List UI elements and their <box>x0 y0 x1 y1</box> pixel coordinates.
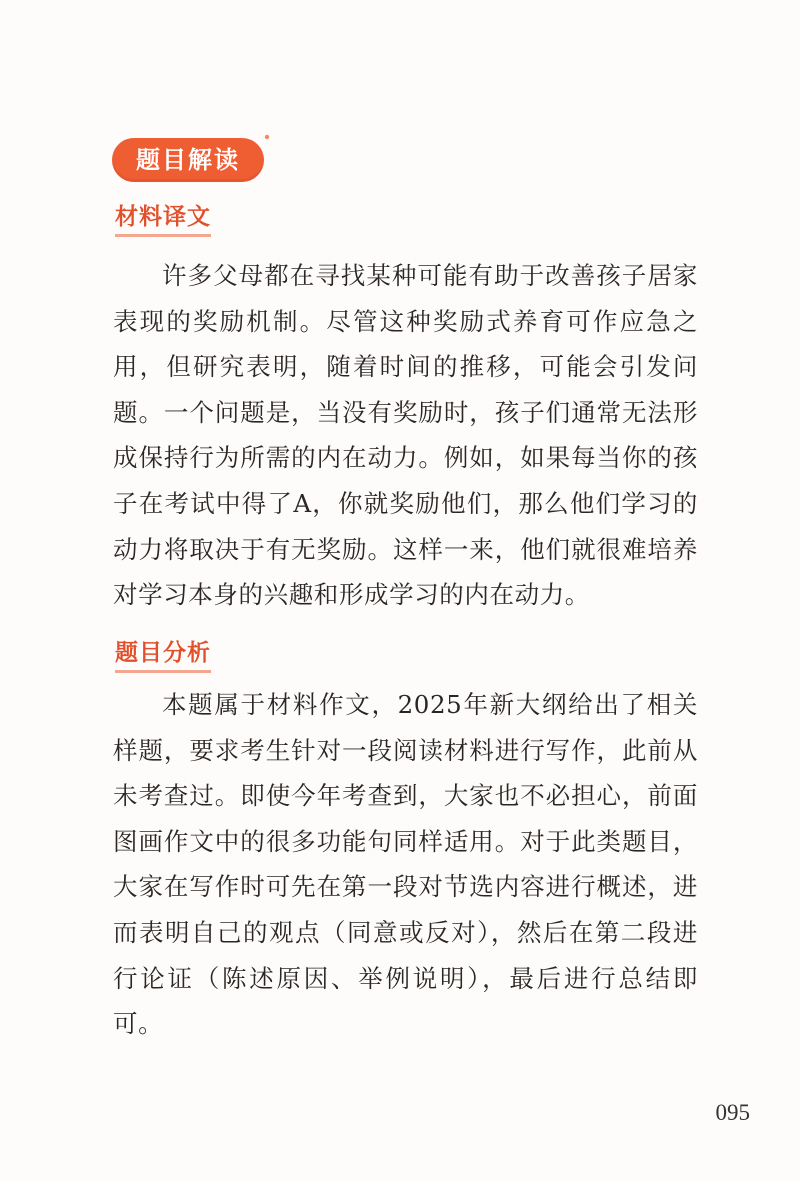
banner-title: 题目解读 <box>136 145 240 174</box>
sparkle-icon <box>262 132 272 142</box>
section-heading-translation: 材料译文 <box>115 202 211 237</box>
section-banner <box>112 138 268 184</box>
section-heading-analysis: 题目分析 <box>115 638 211 673</box>
paragraph-translation: 许多父母都在寻找某种可能有助于改善孩子居家表现的奖励机制。尽管这种奖励式养育可作应急之用，但研究表明，随着时间的推移，可能会引发问题。一个问题是，当没有奖励时，孩子们通常无法形成保持行为所需的内在动力。例如，如果每当你的孩子在考试中得了A，你就奖励他们，那么他们学习的动力将取决于有无奖励。这样一来，他们就很难培养对学习本身的兴趣和形成学习的内在动力。 <box>113 261 698 610</box>
page-number: 095 <box>715 1100 750 1125</box>
paragraph-analysis: 本题属于材料作文，2025年新大纲给出了相关样题，要求考生针对一段阅读材料进行写作，此前从未考查过。即使今年考查到，大家也不必担心，前面图画作文中的很多功能句同样适用。对于此类题目，大家在写作时可先在第一段对节选内容进行概述，进而表明自己的观点（同意或反对），然后在第二段进行论证（陈述原因、举例说明），最后进行总结即可。 <box>113 690 698 1039</box>
